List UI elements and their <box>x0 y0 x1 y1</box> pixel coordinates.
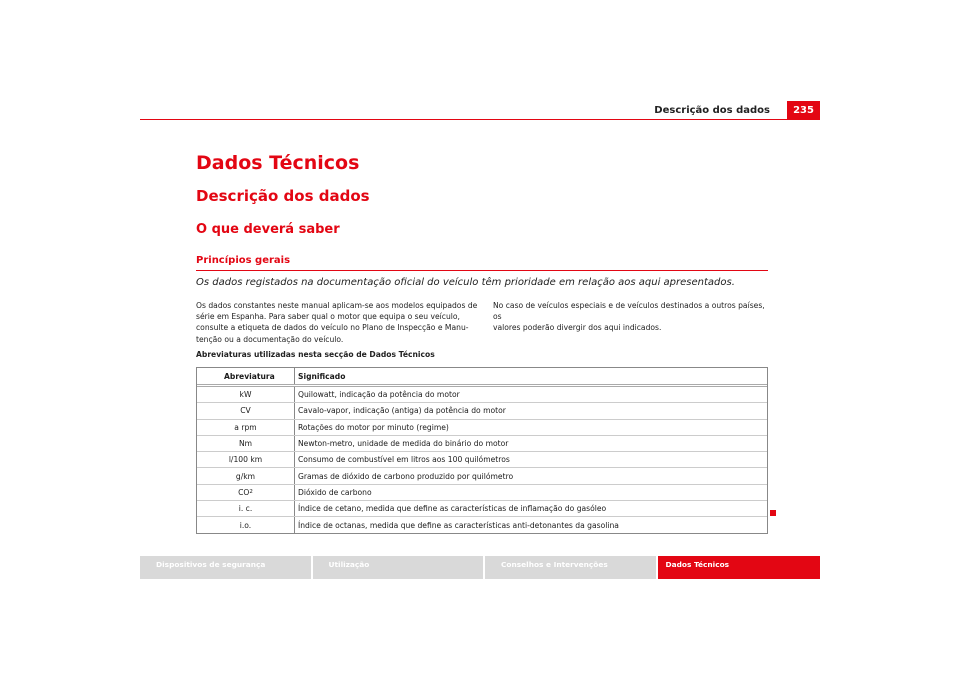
table-row <box>197 419 767 435</box>
header-section-title: Descrição dos dados <box>654 105 770 116</box>
table-row <box>197 467 767 483</box>
table-row <box>197 484 767 500</box>
body-right-column <box>493 300 769 334</box>
body-line: consulte a etiqueta de dados do veículo no Plano de Inspecção e Manu- <box>196 323 469 333</box>
intro-text: Os dados registados na documentação oficial do veículo têm prioridade em relação aos aqui apresentados. <box>196 277 735 288</box>
topic-rule <box>196 270 768 271</box>
table-cell-meaning: Índice de cetano, medida que define as características de inflamação do gasóleo <box>298 504 607 514</box>
table-cell-abbr: i. c. <box>197 501 295 516</box>
topic-title: Princípios gerais <box>196 255 291 266</box>
table-cell-meaning: Newton-metro, unidade de medida do binário do motor <box>298 439 509 449</box>
table-cell-abbr: CV <box>197 403 295 418</box>
body-left-column <box>196 300 478 345</box>
table-body <box>197 387 767 533</box>
table-cell-meaning: Gramas de dióxido de carbono produzido por quilómetro <box>298 471 514 481</box>
table-row <box>197 500 767 516</box>
abbr-subscript: 2 <box>249 489 253 496</box>
footer-tab-conselhos[interactable]: Conselhos e Intervenções <box>485 556 656 579</box>
section-end-mark <box>770 510 776 516</box>
footer-nav <box>140 556 820 579</box>
table-cell-meaning: Rotações do motor por minuto (regime) <box>298 422 449 432</box>
body-line: valores poderão divergir dos aqui indicados. <box>493 323 662 333</box>
body-line: série em Espanha. Para saber qual o motor que equipa o seu veículo, <box>196 312 460 322</box>
page-number: 235 <box>787 101 820 120</box>
table-header-meaning: Significado <box>298 371 346 381</box>
table-cell-meaning: Índice de octanas, medida que define as características anti-detonantes da gasolina <box>298 520 619 530</box>
body-line: Os dados constantes neste manual aplicam-se aos modelos equipados de <box>196 301 478 310</box>
table-cell-abbr: kW <box>197 387 295 402</box>
footer-tab-utilizacao[interactable]: Utilização <box>313 556 484 579</box>
table-cell-abbr: l/100 km <box>197 452 295 467</box>
table-cell-meaning: Cavalo-vapor, indicação (antiga) da potência do motor <box>298 406 506 416</box>
table-cell-meaning: Consumo de combustível em litros aos 100 quilómetros <box>298 455 510 465</box>
table-row <box>197 516 767 532</box>
section-title: Descrição dos dados <box>196 187 370 205</box>
table-row <box>197 402 767 418</box>
table-cell-abbr: a rpm <box>197 420 295 435</box>
footer-tab-dispositivos[interactable]: Dispositivos de segurança <box>140 556 311 579</box>
table-header-row <box>197 368 767 387</box>
table-cell-meaning: Dióxido de carbono <box>298 487 372 497</box>
table-cell-abbr: g/km <box>197 468 295 483</box>
table-cell-abbr <box>197 485 295 500</box>
table-row <box>197 387 767 402</box>
abbr-text: CO <box>238 487 250 497</box>
body-line: tenção ou a documentação do veículo. <box>196 334 344 344</box>
header-rule <box>140 119 820 120</box>
body-line: No caso de veículos especiais e de veículos destinados a outros países, os <box>493 301 765 322</box>
table-caption: Abreviaturas utilizadas nesta secção de Dados Técnicos <box>196 350 435 359</box>
table-header-abbreviation: Abreviatura <box>197 368 295 384</box>
table-cell-abbr: Nm <box>197 436 295 451</box>
table-row <box>197 435 767 451</box>
chapter-title: Dados Técnicos <box>196 152 360 174</box>
table-cell-abbr: i.o. <box>197 517 295 532</box>
footer-tab-dados-tecnicos[interactable]: Dados Técnicos <box>658 556 821 579</box>
table-row <box>197 451 767 467</box>
subsection-title: O que deverá saber <box>196 222 340 237</box>
abbreviations-table <box>196 367 768 534</box>
table-cell-meaning: Quilowatt, indicação da potência do motor <box>298 390 460 400</box>
